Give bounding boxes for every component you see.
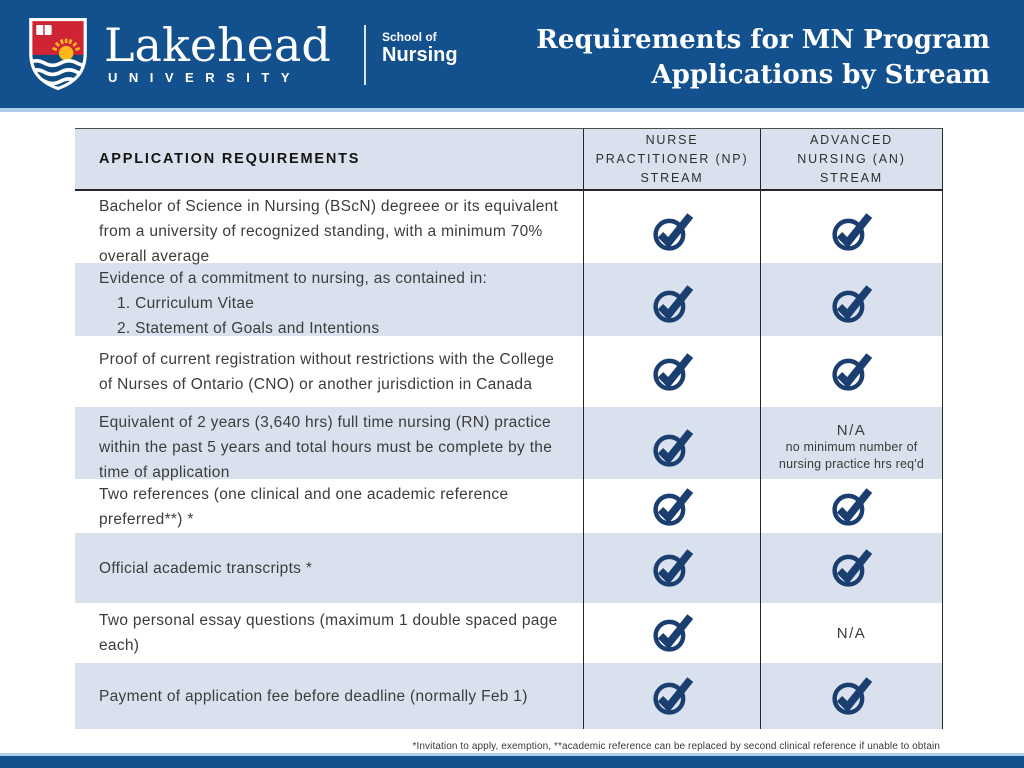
- requirement-cell: [75, 191, 583, 272]
- requirement-cell: [75, 263, 583, 344]
- checkmark-icon: [650, 613, 695, 653]
- requirement-text: Equivalent of 2 years (3,640 hrs) full time nursing (RN) practice within the past 5 years and total hours must be complete by the time of application: [99, 414, 553, 481]
- table-row: [75, 263, 943, 336]
- requirements-header-label: APPLICATION REQUIREMENTS: [99, 151, 361, 167]
- table-body: [75, 191, 943, 729]
- school-name-label: Nursing: [382, 44, 458, 66]
- np-stream-cell: [583, 191, 760, 272]
- an-stream-cell: [760, 603, 943, 663]
- top-banner-edge: [0, 108, 1024, 112]
- an-header-line1: ADVANCED: [810, 132, 893, 147]
- checkmark-icon: [829, 352, 874, 392]
- an-stream-cell: [760, 479, 943, 535]
- shield-icon: [26, 15, 90, 93]
- an-stream-cell: [760, 663, 943, 729]
- np-stream-cell: [583, 663, 760, 729]
- checkmark-icon: [650, 548, 695, 588]
- an-stream-cell: [760, 407, 943, 488]
- requirement-text: Payment of application fee before deadline (normally Feb 1): [99, 687, 528, 705]
- requirement-text: Two personal essay questions (maximum 1 double spaced page each): [99, 612, 558, 654]
- requirement-list-item: 2. Statement of Goals and Intentions: [117, 320, 380, 337]
- page-title-line2: Applications by Stream: [651, 60, 990, 90]
- requirement-list: [99, 291, 571, 341]
- np-stream-cell: [583, 336, 760, 407]
- requirements-header-cell: [75, 129, 583, 189]
- np-header-line1: NURSE: [645, 132, 699, 147]
- an-header-line2: NURSING (AN): [797, 151, 906, 166]
- requirement-text: Two references (one clinical and one academic reference preferred**) *: [99, 486, 509, 528]
- na-label: N/A: [836, 422, 867, 439]
- an-stream-cell: [760, 336, 943, 407]
- an-stream-header-cell: [760, 129, 943, 189]
- requirement-cell: [75, 336, 583, 407]
- page-title: [536, 23, 990, 93]
- np-header-line2: PRACTITIONER (NP): [595, 151, 749, 166]
- np-stream-cell: [583, 263, 760, 344]
- bottom-banner: [0, 756, 1024, 768]
- table-row: [75, 336, 943, 407]
- table-row: [75, 533, 943, 603]
- table-row: [75, 479, 943, 533]
- na-label: N/A: [836, 624, 867, 642]
- np-stream-cell: [583, 603, 760, 663]
- np-stream-header-cell: [583, 129, 760, 189]
- requirement-cell: [75, 533, 583, 603]
- requirement-cell: [75, 663, 583, 729]
- requirement-text: Official academic transcripts *: [99, 559, 313, 577]
- np-stream-cell: [583, 479, 760, 535]
- requirement-list-item: 1. Curriculum Vitae: [117, 295, 255, 312]
- np-stream-cell: [583, 407, 760, 488]
- np-stream-cell: [583, 533, 760, 603]
- an-header-line3: STREAM: [820, 170, 883, 185]
- table-row: [75, 191, 943, 263]
- requirement-text: Bachelor of Science in Nursing (BScN) degreee or its equivalent from a university of recognized standing, with a minimum 70% overall average: [99, 198, 559, 265]
- lakehead-wordmark: Lakehead: [104, 18, 331, 72]
- table-row: [75, 603, 943, 663]
- an-stream-cell: [760, 263, 943, 344]
- footnote: *Invitation to apply, exemption, **academic reference can be replaced by second clinical reference if unable to obtain: [412, 741, 940, 752]
- an-stream-cell: [760, 191, 943, 272]
- checkmark-icon: [650, 352, 695, 392]
- school-of-label: School of: [382, 30, 437, 44]
- table-row: [75, 407, 943, 479]
- checkmark-icon: [650, 676, 695, 716]
- np-header-line3: STREAM: [640, 170, 704, 185]
- checkmark-icon: [650, 284, 695, 324]
- checkmark-icon: [829, 284, 874, 324]
- logo-divider: [364, 25, 366, 85]
- lakehead-crest-logo: [26, 15, 90, 98]
- requirement-text: Proof of current registration without restrictions with the College of Nurses of Ontario (CNO) or another jurisdiction in Canada: [99, 350, 555, 393]
- university-wordmark: UNIVERSITY: [108, 70, 302, 85]
- checkmark-icon: [829, 676, 874, 716]
- page-title-line1: Requirements for MN Program: [536, 25, 990, 55]
- checkmark-icon: [829, 212, 874, 252]
- na-note-line: nursing practice hrs req'd: [778, 457, 925, 471]
- requirement-cell: [75, 407, 583, 488]
- requirement-text: Evidence of a commitment to nursing, as contained in:: [99, 270, 488, 287]
- requirements-table: [75, 128, 943, 729]
- na-note-line: no minimum number of: [785, 440, 918, 454]
- checkmark-icon: [650, 212, 695, 252]
- table-row: [75, 663, 943, 729]
- checkmark-icon: [829, 548, 874, 588]
- sun-icon: [59, 46, 74, 61]
- requirement-cell: [75, 603, 583, 663]
- requirement-cell: [75, 479, 583, 535]
- an-stream-cell: [760, 533, 943, 603]
- checkmark-icon: [650, 428, 695, 468]
- checkmark-icon: [829, 487, 874, 527]
- table-header-row: [75, 129, 943, 191]
- checkmark-icon: [650, 487, 695, 527]
